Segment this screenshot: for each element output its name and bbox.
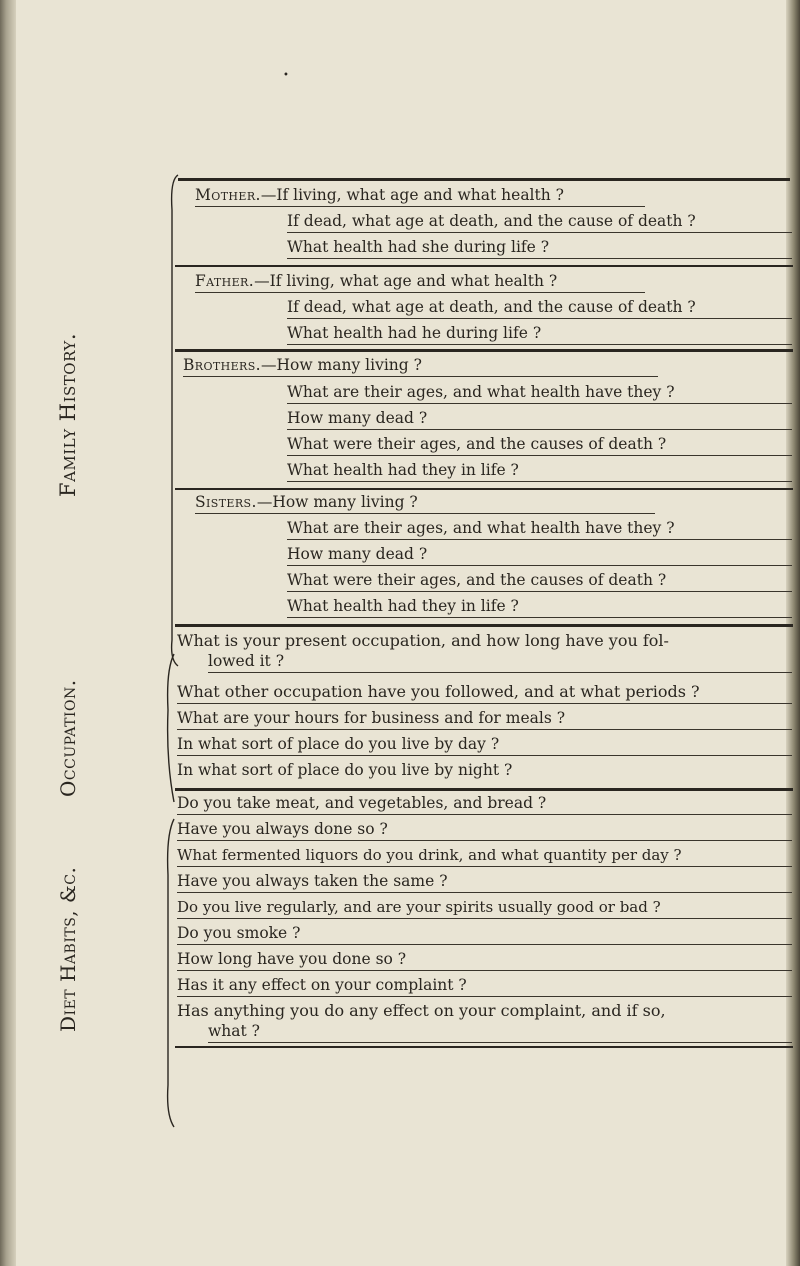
mother-q1: Mother.—If living, what age and what health ? <box>195 186 645 207</box>
rule-brothers-top <box>175 349 793 352</box>
mother-q3: What health had she during life ? <box>287 238 792 259</box>
sisters-q3: How many dead ? <box>287 545 792 566</box>
rule-diet-bottom <box>175 1046 793 1048</box>
father-q3: What health had he during life ? <box>287 324 792 345</box>
sisters-q4: What were their ages, and the causes of death ? <box>287 571 792 592</box>
rule-occupation-top <box>175 624 793 627</box>
rule-sisters-top <box>175 488 793 490</box>
diet-q9-line1: Has anything you do any effect on your complaint, and if so, <box>177 1001 666 1020</box>
bracket-occupation <box>160 650 180 810</box>
page-edge-left <box>0 0 16 1266</box>
brothers-q5: What health had they in life ? <box>287 461 792 482</box>
brothers-q4: What were their ages, and the causes of death ? <box>287 435 792 456</box>
occupation-q1-line1: What is your present occupation, and how long have you fol- <box>177 631 669 650</box>
diet-q7: How long have you done so ? <box>177 950 792 971</box>
diet-q3: What fermented liquors do you drink, and what quantity per day ? <box>177 846 792 867</box>
occupation-q5: In what sort of place do you live by night ? <box>177 761 513 779</box>
mother-q2: If dead, what age at death, and the cause of death ? <box>287 212 792 233</box>
diet-q9-line2: what ? <box>208 1022 792 1043</box>
sisters-q1: Sisters.—How many living ? <box>195 493 655 514</box>
occupation-q3: What are your hours for business and for meals ? <box>177 709 792 730</box>
page-edge-right <box>786 0 800 1266</box>
brothers-q3: How many dead ? <box>287 409 792 430</box>
section-label-family-history: Family History. <box>56 333 80 497</box>
diet-q8: Has it any effect on your complaint ? <box>177 976 792 997</box>
father-q2: If dead, what age at death, and the cause of death ? <box>287 298 792 319</box>
rule-father-top <box>175 265 793 267</box>
occupation-q2: What other occupation have you followed, and at what periods ? <box>177 683 792 704</box>
rule-diet-top <box>175 788 793 791</box>
occupation-q1-line2: lowed it ? <box>208 652 792 673</box>
diet-q2: Have you always done so ? <box>177 820 792 841</box>
diet-q4: Have you always taken the same ? <box>177 872 792 893</box>
brothers-q1: Brothers.—How many living ? <box>183 356 658 377</box>
diet-q5: Do you live regularly, and are your spirits usually good or bad ? <box>177 898 792 919</box>
brothers-q2: What are their ages, and what health have they ? <box>287 383 792 404</box>
rule-mother-top <box>178 178 790 181</box>
section-label-occupation: Occupation. <box>56 679 80 797</box>
diet-q6: Do you smoke ? <box>177 924 792 945</box>
diet-q1: Do you take meat, and vegetables, and bread ? <box>177 794 792 815</box>
section-label-diet-habits: Diet Habits, &c. <box>56 866 80 1032</box>
father-q1: Father.—If living, what age and what health ? <box>195 272 645 293</box>
sisters-q5: What health had they in life ? <box>287 597 792 618</box>
stray-mark: • <box>283 70 289 81</box>
bracket-family <box>164 170 184 670</box>
occupation-q4: In what sort of place do you live by day ? <box>177 735 792 756</box>
sisters-q2: What are their ages, and what health have they ? <box>287 519 792 540</box>
